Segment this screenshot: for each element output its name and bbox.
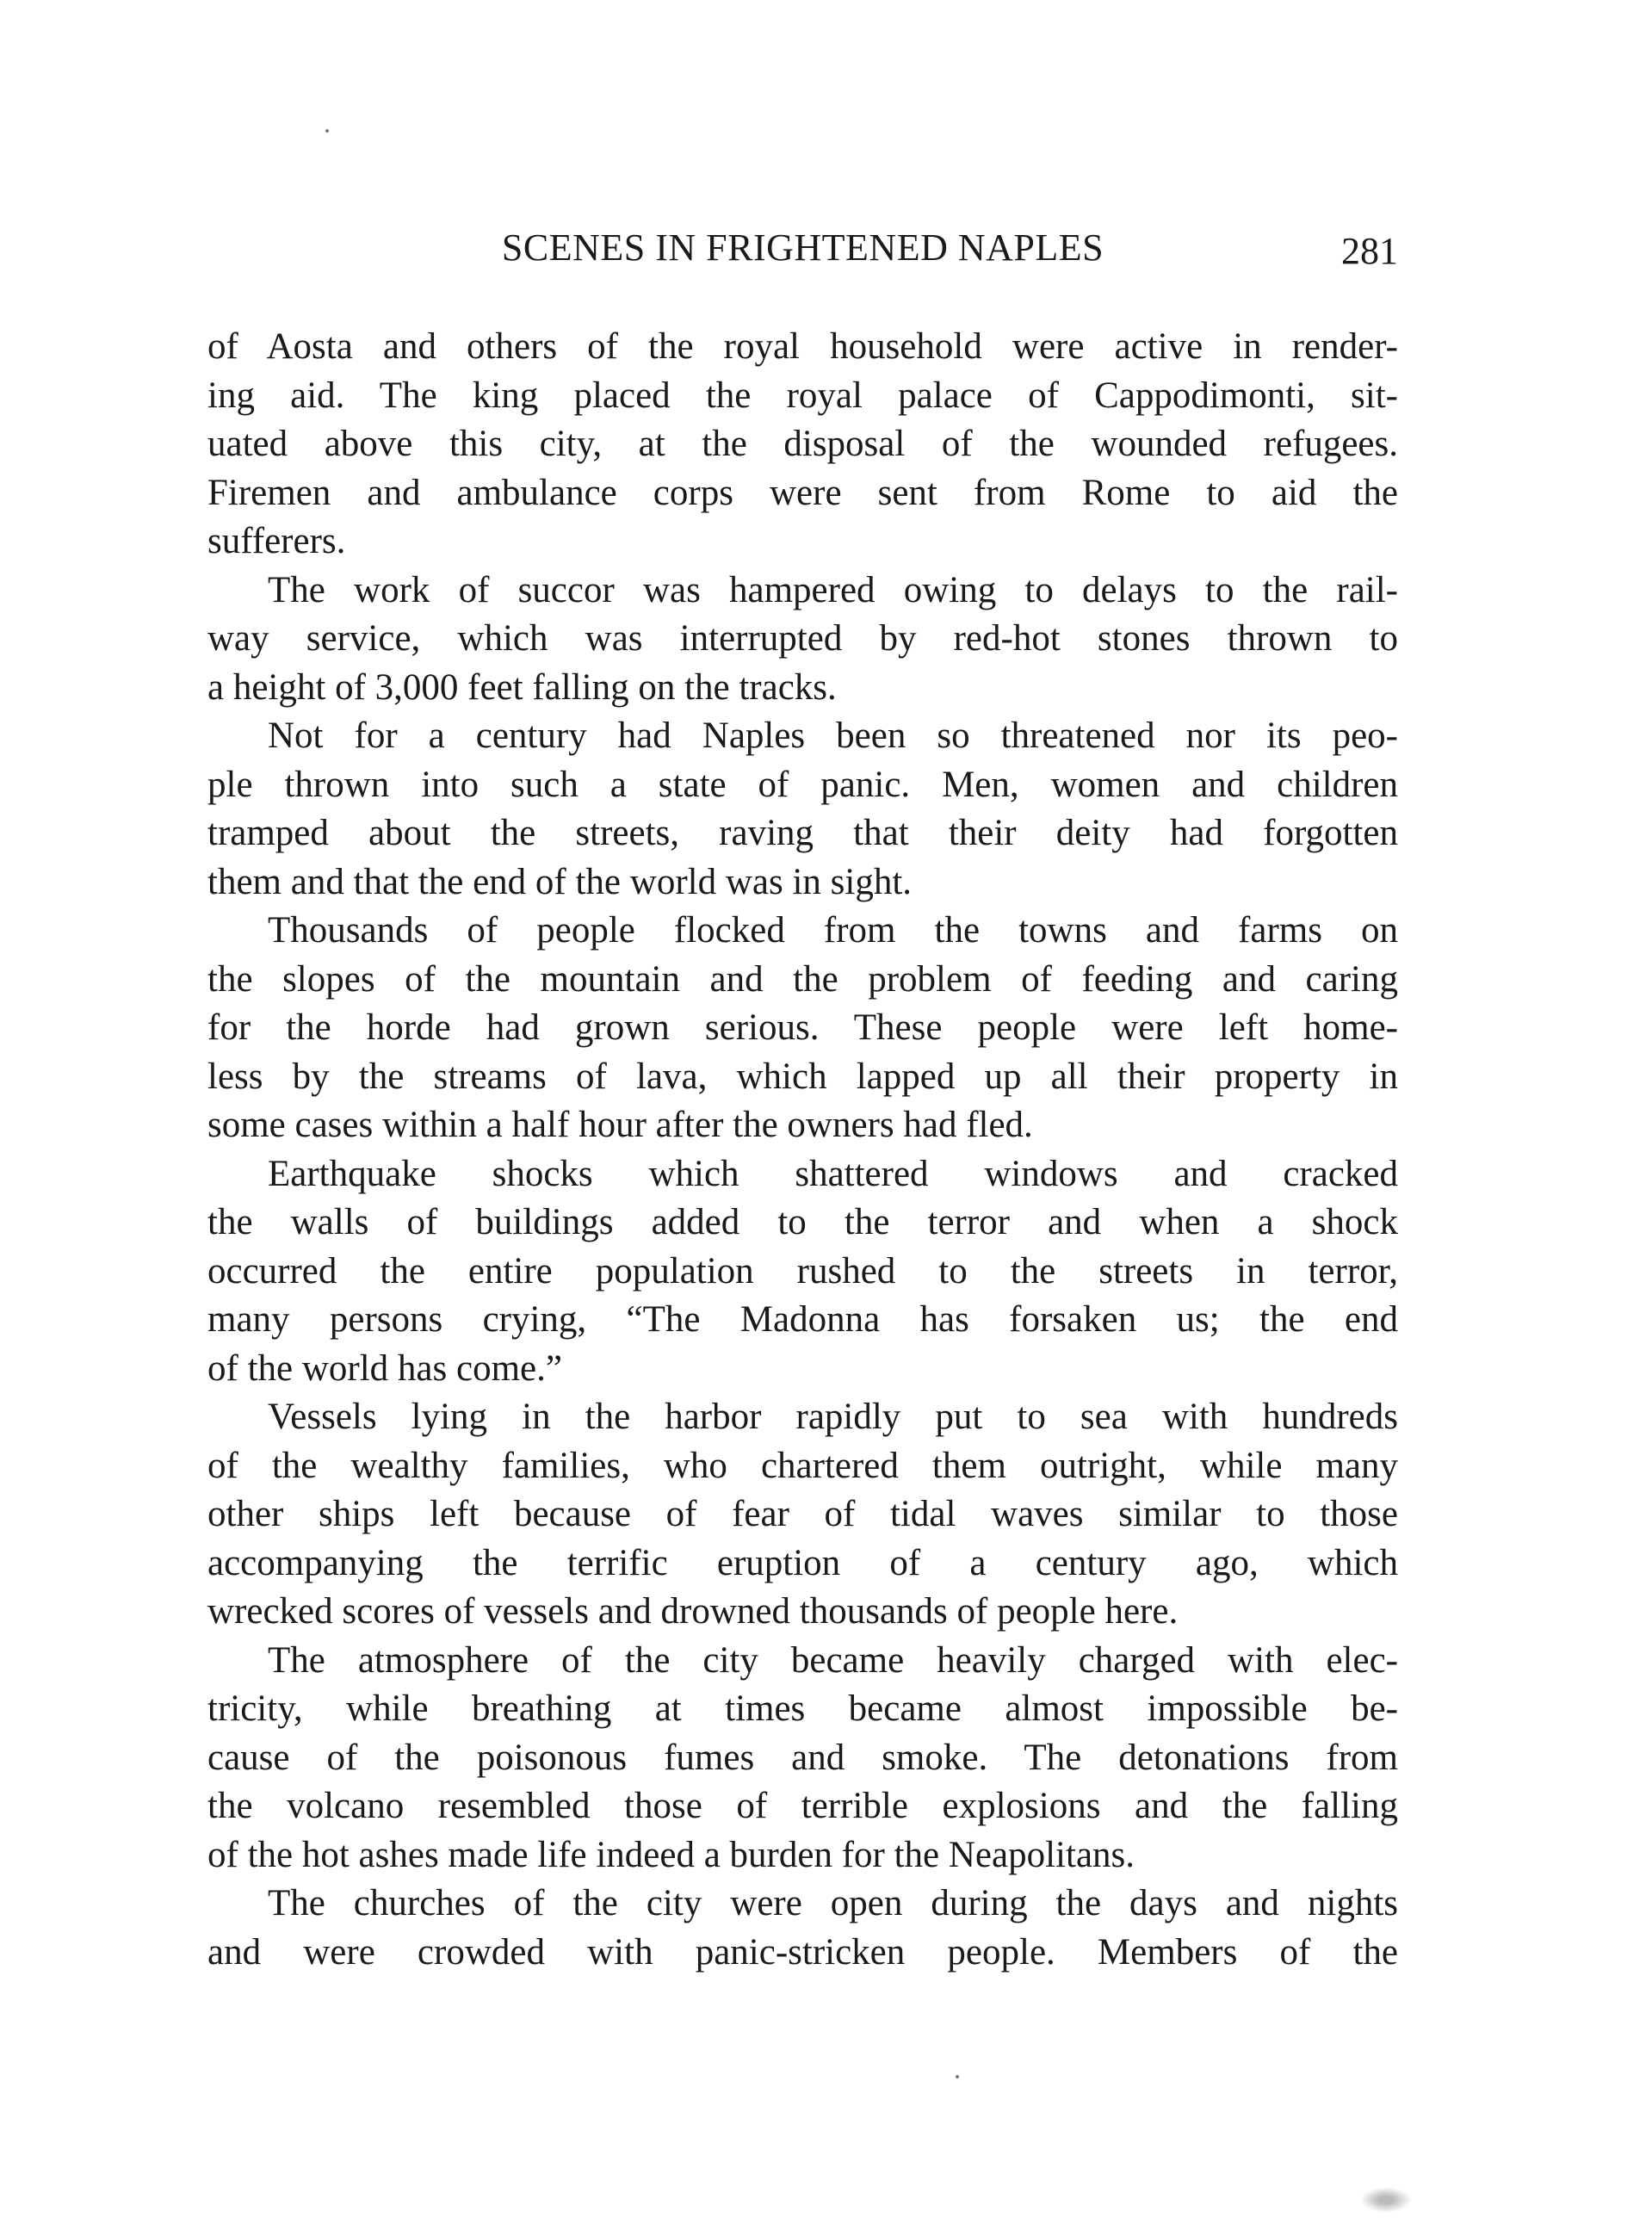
text-line: a height of 3,000 feet falling on the tracks. (207, 666, 837, 708)
paragraph (207, 1150, 1398, 1394)
scan-speck (325, 129, 329, 133)
text-line: uated above this city, at the disposal of the wounded refugees. (207, 424, 1398, 464)
scan-speck (1360, 2187, 1412, 2213)
text-line: tramped about the streets, raving that their deity had forgotten (207, 813, 1398, 853)
text-line: Earthquake shocks which shattered windows and cracked (268, 1153, 1398, 1194)
text-line: some cases within a half hour after the owners had fled. (207, 1105, 1033, 1145)
paragraph (207, 907, 1398, 1150)
paragraph (207, 1880, 1398, 1977)
text-line: of the hot ashes made life indeed a burden for the Neapolitans. (207, 1834, 1135, 1875)
running-head (207, 226, 1398, 277)
text-line: The work of succor was hampered owing to delays to the rail- (268, 569, 1398, 610)
page-number: 281 (1341, 230, 1398, 272)
paragraph (207, 567, 1398, 713)
text-line: for the horde had grown serious. These people were left home- (207, 1007, 1398, 1048)
text-line: Not for a century had Naples been so threatened nor its peo- (268, 715, 1398, 756)
paragraph (207, 323, 1398, 567)
text-line: ing aid. The king placed the royal palace of Cappodimonti, sit- (207, 375, 1398, 416)
text-line: occurred the entire population rushed to the streets in terror, (207, 1250, 1398, 1292)
text-line: wrecked scores of vessels and drowned thousands of people here. (207, 1591, 1179, 1632)
text-line: of the world has come.” (207, 1347, 562, 1389)
text-line: many persons crying, “The Madonna has forsaken us; the end (207, 1299, 1398, 1340)
text-line: accompanying the terrific eruption of a century ago, which (207, 1542, 1398, 1583)
text-line: other ships left because of fear of tidal waves similar to those (207, 1494, 1398, 1534)
running-head-title: SCENES IN FRIGHTENED NAPLES (501, 226, 1104, 269)
text-line: The atmosphere of the city became heavily charged with elec- (268, 1639, 1398, 1681)
text-line: of Aosta and others of the royal household were active in render- (207, 326, 1398, 367)
text-line: Vessels lying in the harbor rapidly put to sea with hundreds (268, 1397, 1398, 1437)
text-line: tricity, while breathing at times became almost impossible be- (207, 1688, 1398, 1729)
paragraph (207, 712, 1398, 907)
text-line: Firemen and ambulance corps were sent from Rome to aid the (207, 472, 1398, 513)
text-line: The churches of the city were open during the days and nights (268, 1883, 1398, 1923)
text-line: them and that the end of the world was in sight. (207, 861, 913, 902)
text-line: cause of the poisonous fumes and smoke. The detonations from (207, 1737, 1398, 1778)
text-line: less by the streams of lava, which lapped up all their property in (207, 1056, 1398, 1097)
paragraph (207, 1637, 1398, 1880)
text-line: the walls of buildings added to the terror and when a shock (207, 1202, 1398, 1242)
text-line: the volcano resembled those of terrible explosions and the falling (207, 1786, 1398, 1826)
text-line: the slopes of the mountain and the problem of feeding and caring (207, 958, 1398, 1000)
body-text (207, 323, 1398, 1977)
text-line: way service, which was interrupted by red-hot stones thrown to (207, 618, 1398, 659)
paragraph (207, 1393, 1398, 1637)
text-line: Thousands of people flocked from the towns and farms on (268, 910, 1398, 951)
scan-speck (956, 2075, 959, 2078)
text-line: ple thrown into such a state of panic. Men, women and children (207, 764, 1398, 805)
text-line: sufferers. (207, 521, 346, 561)
text-line: of the wealthy families, who chartered them outright, while many (207, 1445, 1398, 1486)
text-line: and were crowded with panic-stricken people. Members of the (207, 1931, 1398, 1973)
